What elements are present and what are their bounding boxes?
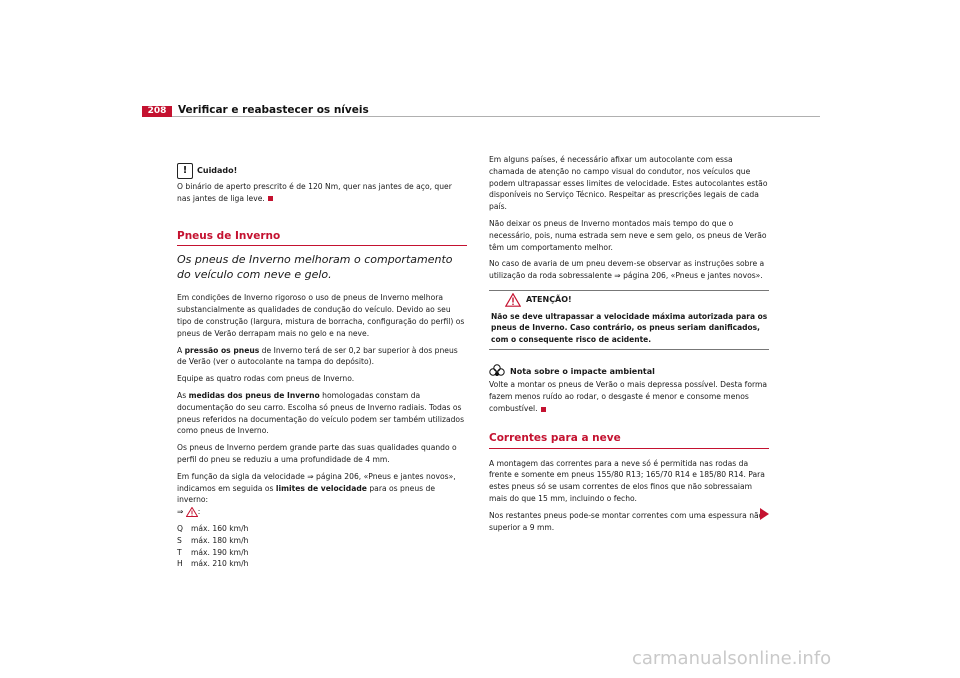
warning-heading (505, 293, 769, 307)
winter-paragraph-3: Equipe as quatro rodas com pneus de Inverno. (177, 374, 355, 384)
caution-text: O binário de aperto prescrito é de 120 Nm, quer nas jantes de aço, quer nas jantes de liga leve. (177, 182, 452, 203)
right-column (489, 154, 769, 538)
page-title: Verificar e reabastecer os níveis (178, 104, 369, 116)
warning-box (489, 290, 769, 351)
warning-title: ATENÇÃO! (526, 295, 572, 305)
end-mark-icon (268, 196, 273, 201)
winter-paragraph-2: A pressão os pneus de Inverno terá de ser 0,2 bar superior à dos pneus de Verão (ver o autocolante na tampa do depósito). (177, 345, 458, 367)
watermark: carmanualsonline.info (632, 648, 832, 669)
caution-heading (177, 163, 467, 179)
eco-title: Nota sobre o impacte ambiental (510, 366, 655, 376)
end-mark-icon (541, 407, 546, 412)
section-title-chains: Correntes para a neve (489, 433, 769, 449)
list-item: S máx. 180 km/h (177, 535, 249, 545)
caution-title: Cuidado! (197, 166, 238, 176)
winter-paragraph-1: Em condições de Inverno rigoroso o uso de pneus de Inverno melhora substancialmente as qualidades de condução do veículo. Devido ao seu tipo de construção (largura, mistura de borracha, configuração do perfil) os pneus de Verão derrapam mais no gelo e na neve. (177, 293, 465, 338)
list-item: H máx. 210 km/h (177, 559, 249, 569)
section-title-winter: Pneus de Inverno (177, 231, 467, 247)
left-column (177, 163, 467, 570)
warning-text: Não se deve ultrapassar a velocidade máxima autorizada para os pneus de Inverno. Caso contrário, os pneus seriam danificados, com o consequente risco de acidente. (491, 311, 768, 344)
right-paragraph-3: No caso de avaria de um pneu devem-se observar as instruções sobre a utilização da roda sobressalente ⇒ página 206, «Pneus e jantes novos». (489, 259, 765, 281)
winter-paragraph-6: Em função da sigla da velocidade ⇒ página 206, «Pneus e jantes novos», indicamos em seguida os limites de velocidade para os pneus de inverno: ⇒ : (177, 471, 456, 517)
header-rule (142, 116, 820, 117)
list-item: Q máx. 160 km/h (177, 523, 249, 533)
speed-list (177, 523, 467, 570)
winter-paragraph-4: As medidas dos pneus de Inverno homologadas constam da documentação do seu carro. Escolha só pneus de Inverno radiais. Todas os pneus referidos na documentação do veículo podem ser também utilizados como pneus de Inverno. (177, 390, 465, 436)
section-subtitle-winter: Os pneus de Inverno melhoram o comportamento do veículo com neve e gelo. (177, 253, 453, 282)
exclamation-icon: ! (177, 163, 193, 179)
chains-paragraph-1: A montagem das correntes para a neve só é permitida nas rodas da frente e somente em pneus 155/80 R13; 165/70 R14 e 185/80 R14. Para estes pneus só se usam correntes de elos finos que não sobressaiam mais do que 15 mm, incluindo o fecho. (489, 458, 765, 504)
winter-paragraph-5: Os pneus de Inverno perdem grande parte das suas qualidades quando o perfil do pneu se reduziu a uma profundidade de 4 mm. (177, 443, 457, 464)
flower-icon (489, 364, 505, 378)
eco-heading (489, 364, 769, 378)
warning-triangle-icon (505, 293, 521, 307)
warning-triangle-icon (186, 507, 198, 517)
eco-text: Volte a montar os pneus de Verão o mais depressa possível. Desta forma fazem menos ruído ao rodar, o desgaste é menor e consome menos combustível. (489, 380, 768, 414)
page-number: 208 (142, 106, 172, 117)
list-item: T máx. 190 km/h (177, 547, 249, 557)
right-paragraph-1: Em alguns países, é necessário afixar um autocolante com essa chamada de atenção no campo visual do condutor, nos veículos que podem ultrapassar esses limites de velocidade. Estes autocolantes estão disponíveis no Serviço Técnico. Respeitar as prescrições legais de cada país. (489, 155, 768, 212)
right-paragraph-2: Não deixar os pneus de Inverno montados mais tempo do que o necessário, pois, numa estrada sem neve e sem gelo, os pneus de Verão têm um comportamento melhor. (489, 218, 767, 252)
next-page-arrow-icon (760, 508, 769, 520)
chains-paragraph-2: Nos restantes pneus pode-se montar correntes com uma espessura não superior a 9 mm. (489, 510, 764, 532)
